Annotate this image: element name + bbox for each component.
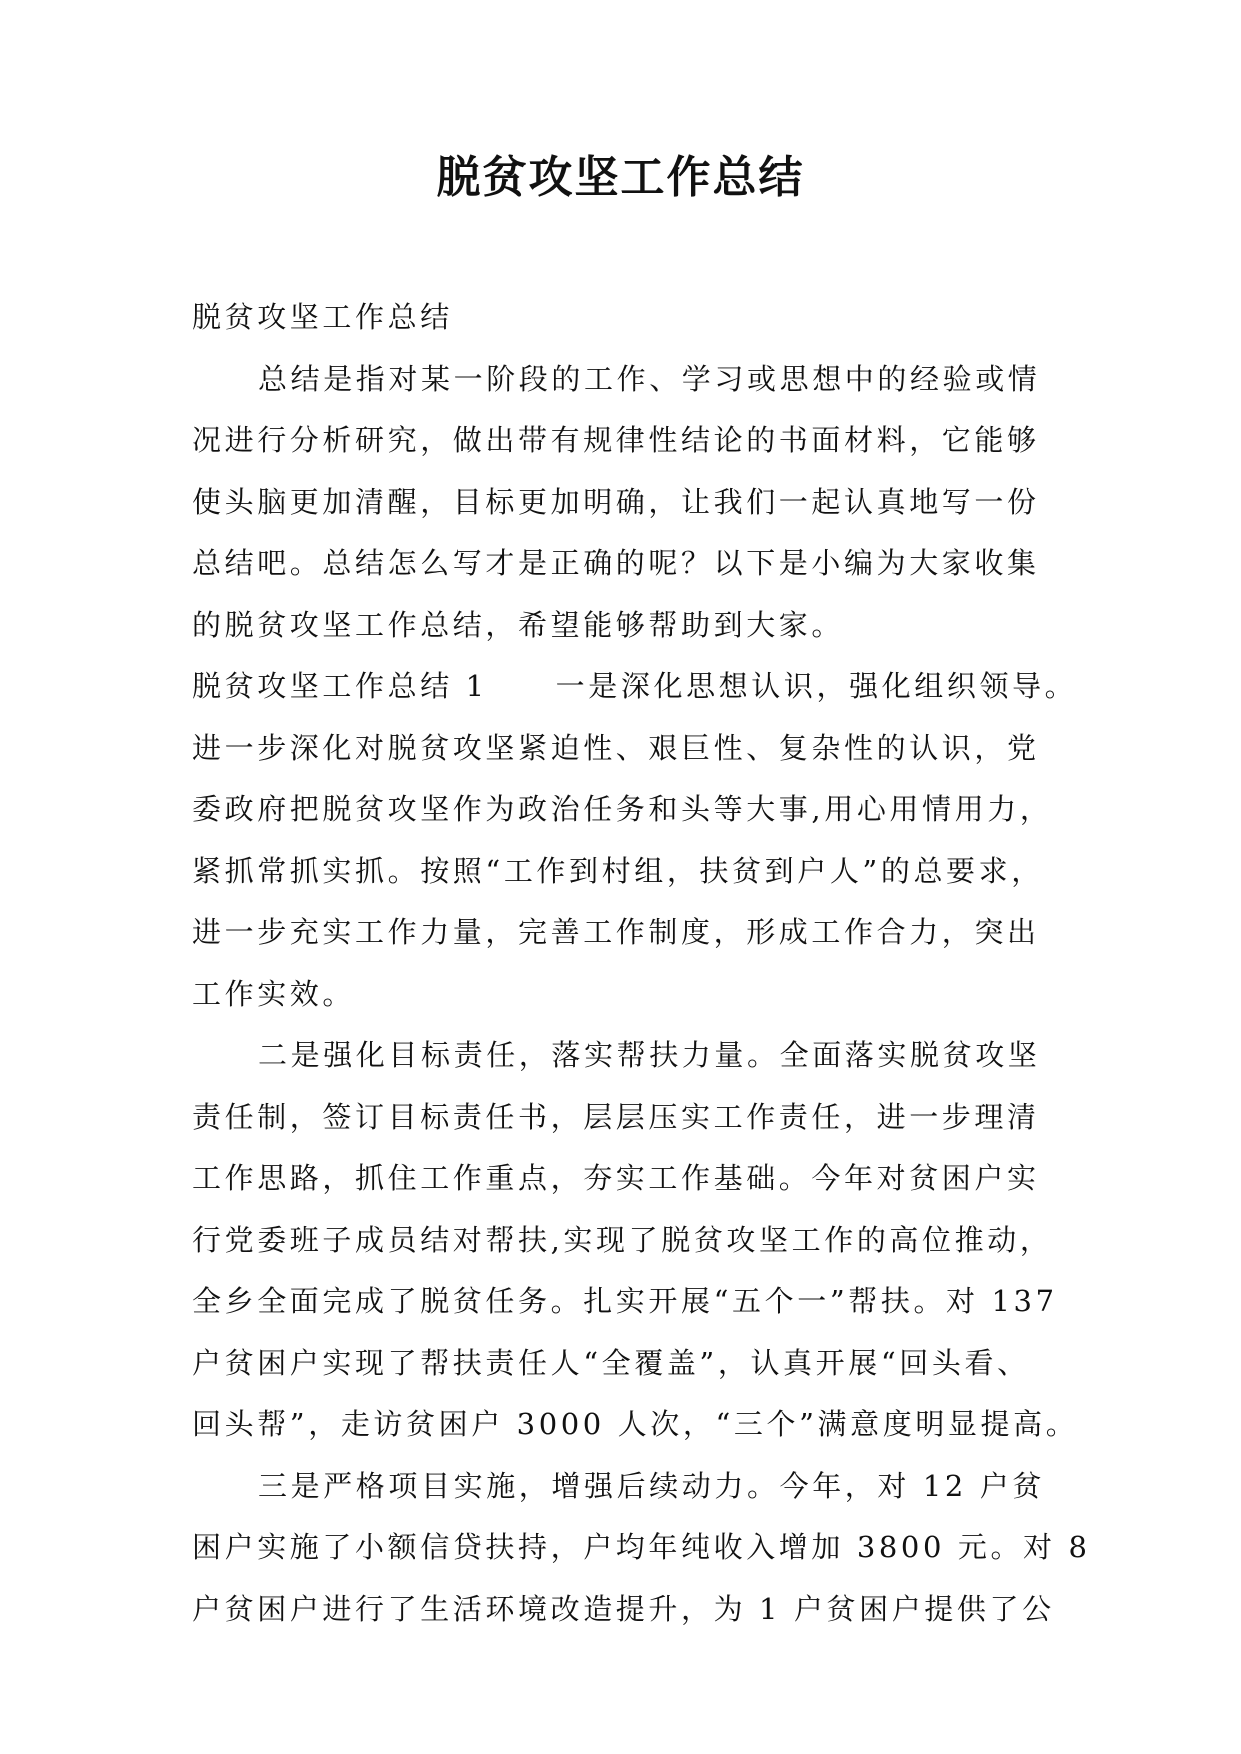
- section1-line: 紧抓常抓实抓。按照“工作到村组，扶贫到户人”的总要求，: [192, 853, 1044, 888]
- section1-first-text: 一是深化思想认识，强化组织领导。: [555, 669, 1078, 703]
- intro-line: 的脱贫攻坚工作总结，希望能够帮助到大家。: [192, 607, 845, 642]
- para2-line: 户贫困户实现了帮扶责任人“全覆盖”，认真开展“回头看、: [192, 1345, 1030, 1380]
- section1-line: 进一步深化对脱贫攻坚紧迫性、艰巨性、复杂性的认识，党: [192, 730, 1040, 765]
- document-subtitle: 脱贫攻坚工作总结: [192, 300, 453, 334]
- intro-line: 使头脑更加清醒，目标更加明确，让我们一起认真地写一份: [192, 484, 1040, 519]
- document-title: 脱贫攻坚工作总结: [436, 152, 805, 203]
- intro-line: 况进行分析研究，做出带有规律性结论的书面材料，它能够: [192, 423, 1040, 457]
- para2-line: 全乡全面完成了脱贫任务。扎实开展“五个一”帮扶。对 137: [192, 1284, 1058, 1318]
- section1-line: 进一步充实工作力量，完善工作制度，形成工作合力，突出: [192, 915, 1040, 949]
- intro-line: 总结是指对某一阶段的工作、学习或思想中的经验或情: [258, 361, 1041, 396]
- section1-line: 委政府把脱贫攻坚作为政治任务和头等大事,用心用情用力，: [192, 792, 1053, 826]
- intro-line: 总结吧。总结怎么写才是正确的呢？以下是小编为大家收集: [192, 546, 1040, 580]
- document-body: [192, 287, 1091, 1640]
- para2-line: 责任制，签订目标责任书，层层压实工作责任，进一步理清: [192, 1099, 1040, 1134]
- para2-line: 工作思路，抓住工作重点，夯实工作基础。今年对贫困户实: [192, 1161, 1040, 1195]
- section1-heading: 脱贫攻坚工作总结 1: [192, 669, 488, 703]
- section1-line: 工作实效。: [192, 976, 356, 1011]
- para2-line: 行党委班子成员结对帮扶,实现了脱贫攻坚工作的高位推动，: [192, 1222, 1053, 1257]
- section1-first-line: [192, 656, 1078, 718]
- para3-line: 困户实施了小额信贷扶持，户均年纯收入增加 3800 元。对 8: [192, 1530, 1091, 1564]
- para3-line: 三是严格项目实施，增强后续动力。今年，对 12 户贫: [258, 1468, 1045, 1503]
- para2-line: 二是强化目标责任，落实帮扶力量。全面落实脱贫攻坚: [258, 1038, 1041, 1072]
- para2-line: 回头帮”，走访贫困户 3000 人次，“三个”满意度明显提高。: [192, 1407, 1079, 1441]
- para3-line: 户贫困户进行了生活环境改造提升，为 1 户贫困户提供了公: [192, 1591, 1055, 1626]
